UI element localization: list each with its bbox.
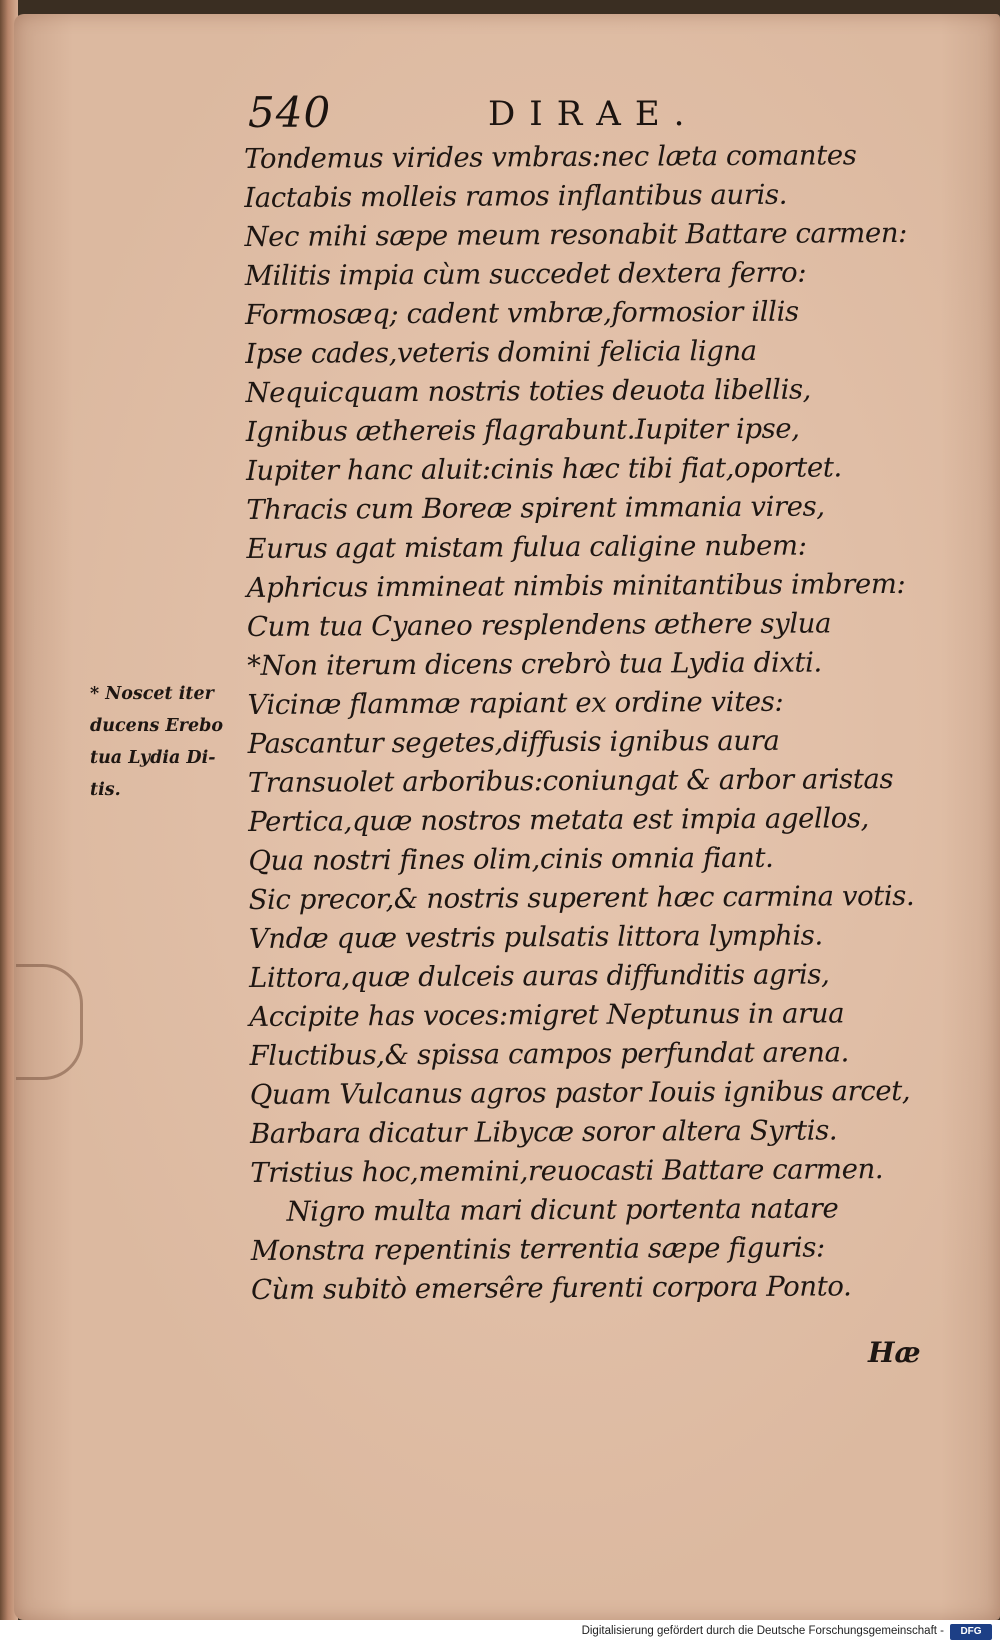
verse-line: Qua nostri fines olim,cinis omnia fiant. (248, 841, 774, 877)
verse-line: Quam Vulcanus agros pastor Iouis ignibus arcet, (249, 1074, 911, 1111)
verse-line: Ipse cades,veteris domini felicia ligna (245, 334, 757, 370)
page-clip-mark (16, 964, 83, 1080)
verse-line: Tondemus virides vmbras:nec læta comantes (244, 139, 857, 175)
verse-line: Militis impia cùm succedet dextera ferro: (244, 256, 807, 292)
verse-line: Nec mihi sæpe meum resonabit Battare carmen: (244, 216, 908, 253)
verse-line: Sic precor,& nostris superent hæc carmina votis. (248, 879, 915, 916)
verse-line: Aphricus immineat nimbis minitantibus imbrem: (246, 567, 906, 604)
marginal-note (90, 678, 240, 806)
verse-line: Pascantur segetes,diffusis ignibus aura (247, 724, 780, 760)
verse-line: Thracis cum Boreæ spirent immania vires, (246, 490, 825, 526)
verse-line: Cùm subitò emersêre furenti corpora Ponto. (250, 1270, 852, 1306)
verse-line: Iactabis molleis ramos inflantibus auris. (244, 178, 788, 214)
verse-line: Vicinæ flammæ rapiant ex ordine vites: (247, 685, 784, 721)
verse-line: Nigro multa mari dicunt portenta natare (286, 1192, 839, 1228)
footer-bar (0, 1620, 1000, 1646)
verse-line: Littora,quæ dulceis auras diffunditis agris, (249, 958, 830, 994)
running-title: DIRAE. (488, 94, 699, 134)
marginal-note-line: tis. (90, 780, 121, 800)
verse-line: Iupiter hanc aluit:cinis hæc tibi fiat,oportet. (245, 451, 842, 487)
verse-line: Ignibus æthereis flagrabunt.Iupiter ipse, (245, 412, 800, 448)
funding-credit: Digitalisierung gefördert durch die Deutsche Forschungsgemeinschaft - (581, 1625, 944, 1637)
verse-line: Transuolet arboribus:coniungat & arbor aristas (247, 763, 894, 799)
verse-line: Tristius hoc,memini,reuocasti Battare carmen. (250, 1153, 884, 1189)
verse-line: Formosæq; cadent vmbræ,formosior illis (244, 295, 799, 331)
marginal-note-line: tua Lydia Di- (90, 748, 216, 768)
verse-line: Pertica,quæ nostros metata est impia agellos, (248, 802, 870, 838)
verse-line: Eurus agat mistam fulua caligine nubem: (246, 529, 807, 565)
verse-line: Accipite has voces:migret Neptunus in arua (249, 997, 845, 1033)
page-header (248, 88, 708, 144)
verse-line: Barbara dicatur Libycæ soror altera Syrtis. (249, 1114, 838, 1150)
verse-line: Vndæ quæ vestris pulsatis littora lymphis. (248, 919, 823, 955)
verse-line: *Non iterum dicens crebrò tua Lydia dixti. (247, 646, 822, 682)
dfg-logo-icon: DFG (950, 1624, 992, 1640)
verse-line: Monstra repentinis terrentia sæpe figuris: (250, 1231, 825, 1267)
page-number: 540 (248, 88, 332, 137)
catchword: Hæ (868, 1336, 921, 1369)
verse-line: Cum tua Cyaneo resplendens æthere sylua (246, 607, 832, 643)
marginal-note-line: ducens Erebo (90, 716, 224, 736)
verse-line: Fluctibus,& spissa campos perfundat arena. (249, 1036, 849, 1072)
verse-block (244, 136, 971, 1310)
marginal-note-line: * Noscet iter (90, 684, 214, 704)
verse-line: Nequicquam nostris toties deuota libellis, (245, 373, 812, 409)
